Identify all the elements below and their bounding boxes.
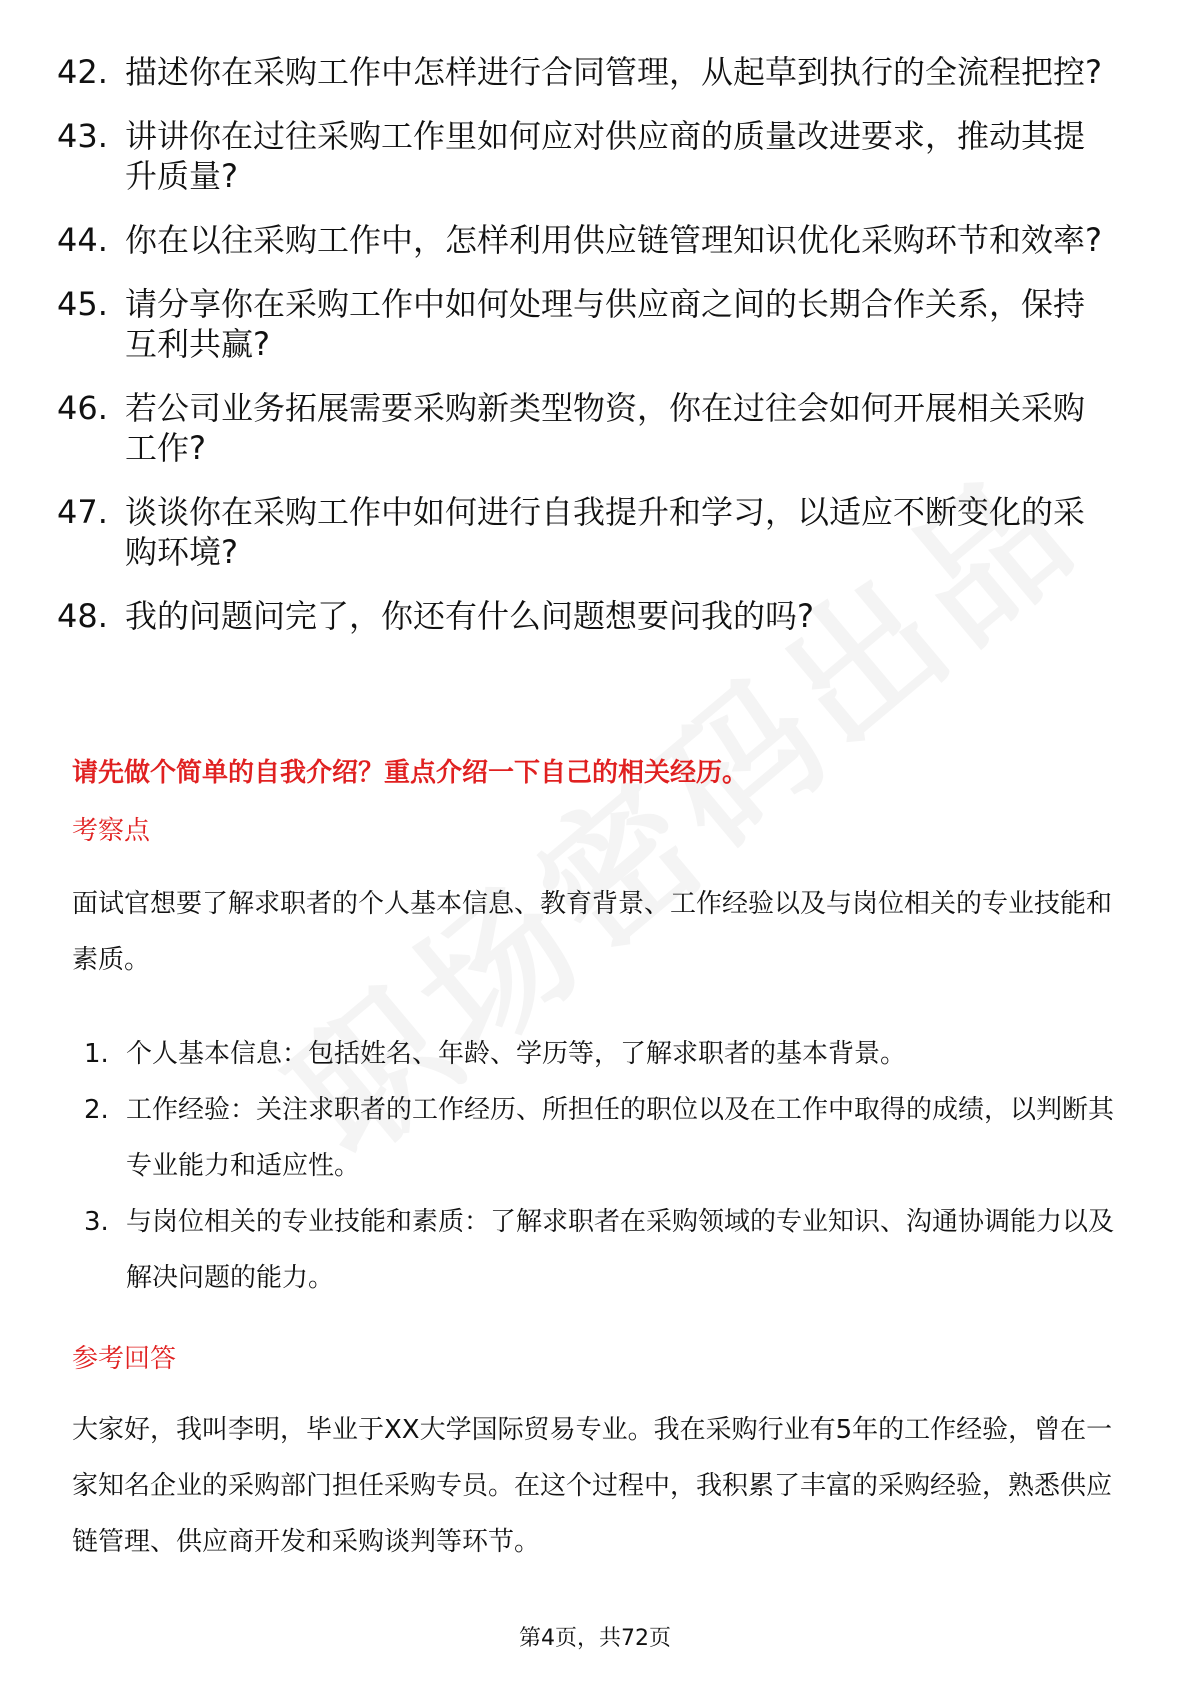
list-item <box>57 220 1127 260</box>
focus-text: 工作经验：关注求职者的工作经历、所担任的职位以及在工作中取得的成绩，以判断其专业能力和适应性。 <box>126 1095 1115 1181</box>
list-item <box>57 596 1127 636</box>
focus-number: 1. <box>84 1039 109 1069</box>
question-text: 谈谈你在采购工作中如何进行自我提升和学习，以适应不断变化的采购环境? <box>125 493 1086 571</box>
question-text: 你在以往采购工作中，怎样利用供应链管理知识优化采购环节和效率? <box>125 221 1102 259</box>
list-item <box>84 1194 1124 1306</box>
list-item <box>84 1082 1124 1194</box>
focus-label: 考察点 <box>72 816 151 846</box>
question-number: 42. <box>57 53 108 91</box>
question-number: 45. <box>57 285 108 323</box>
question-number: 47. <box>57 493 108 531</box>
question-number: 44. <box>57 221 108 259</box>
list-item <box>57 116 1127 196</box>
question-number: 46. <box>57 389 108 427</box>
focus-list <box>84 1026 1124 1306</box>
list-item <box>57 284 1127 364</box>
answer-text: 大家好，我叫李明，毕业于XX大学国际贸易专业。我在采购行业有5年的工作经验，曾在一家知名企业的采购部门担任采购专员。在这个过程中，我积累了丰富的采购经验，熟悉供应链管理、供应商开发和采购谈判等环节。 <box>72 1415 1113 1557</box>
list-item <box>57 492 1127 572</box>
question-text: 请分享你在采购工作中如何处理与供应商之间的长期合作关系，保持互利共赢? <box>125 285 1086 363</box>
question-text: 若公司业务拓展需要采购新类型物资，你在过往会如何开展相关采购工作? <box>125 389 1086 467</box>
list-item <box>57 388 1127 468</box>
question-text: 我的问题问完了，你还有什么问题想要问我的吗? <box>125 597 814 635</box>
list-item <box>84 1026 1124 1082</box>
focus-number: 3. <box>84 1207 109 1237</box>
focus-number: 2. <box>84 1095 109 1125</box>
question-text: 描述你在采购工作中怎样进行合同管理，从起草到执行的全流程把控? <box>125 53 1102 91</box>
list-item <box>57 52 1127 92</box>
main-question-heading: 请先做个简单的自我介绍？重点介绍一下自己的相关经历。 <box>72 758 749 788</box>
answer-label: 参考回答 <box>72 1344 177 1374</box>
focus-text: 个人基本信息：包括姓名、年龄、学历等，了解求职者的基本背景。 <box>126 1039 907 1069</box>
page-footer: 第4页，共72页 <box>519 1626 671 1651</box>
question-list <box>57 52 1127 660</box>
question-text: 讲讲你在过往采购工作里如何应对供应商的质量改进要求，推动其提升质量? <box>125 117 1086 195</box>
focus-text: 与岗位相关的专业技能和素质：了解求职者在采购领域的专业知识、沟通协调能力以及解决问题的能力。 <box>126 1207 1115 1293</box>
question-number: 48. <box>57 597 108 635</box>
focus-intro: 面试官想要了解求职者的个人基本信息、教育背景、工作经验以及与岗位相关的专业技能和素质。 <box>72 889 1113 975</box>
question-number: 43. <box>57 117 108 155</box>
